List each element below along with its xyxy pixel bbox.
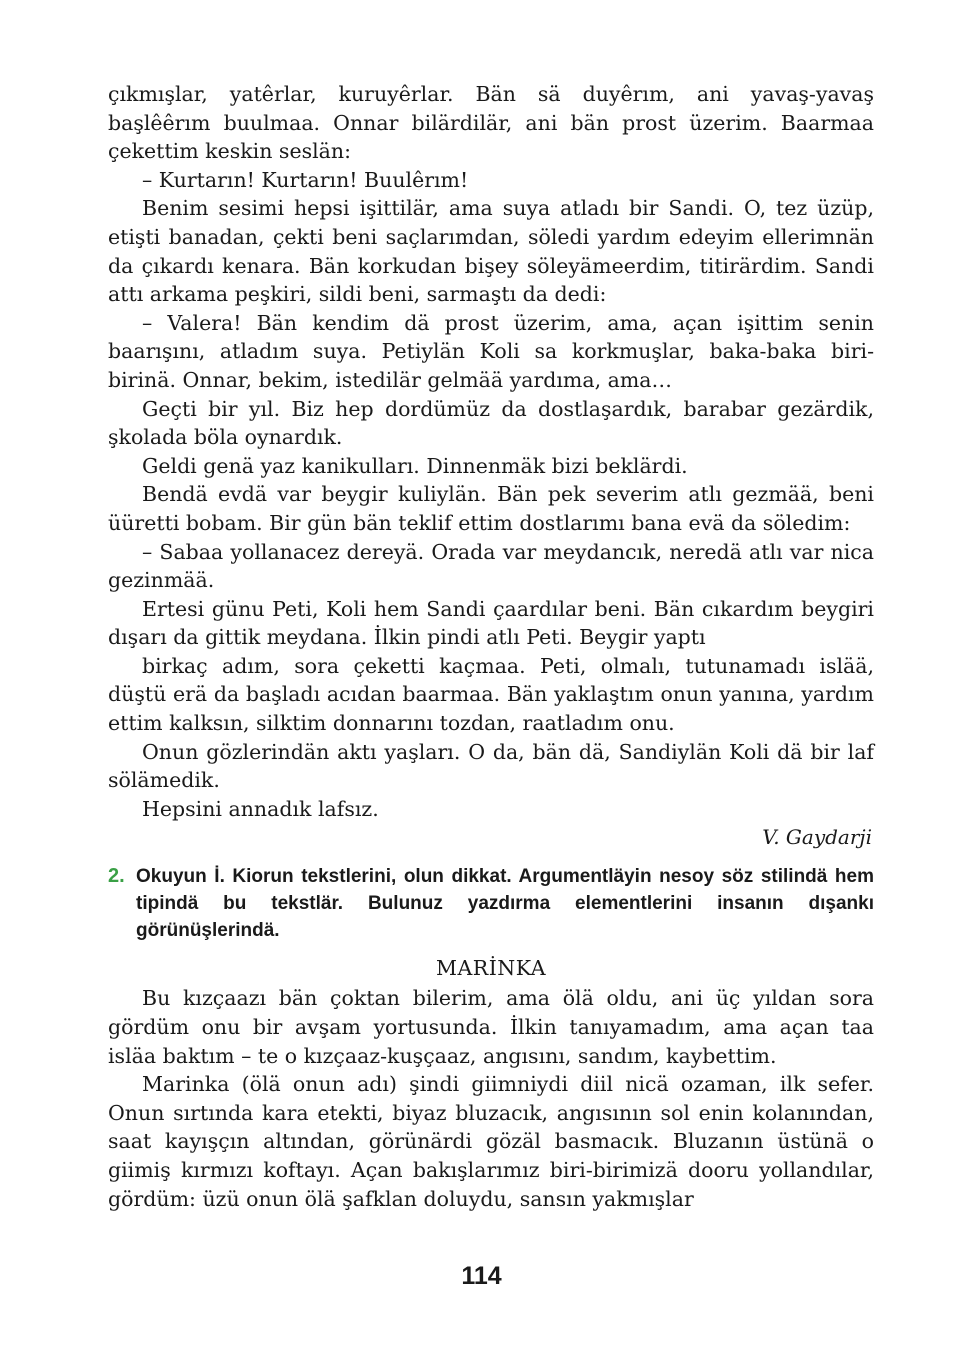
page-content [108, 80, 874, 1213]
story-paragraph: Bendä evdä var beygir kuliylän. Bän pek severim atlı gezmää, beni üüretti bobam. Bir gün bän teklif ettim dostlarımı bana evä da söledim: [108, 482, 874, 535]
author-signature: V. Gaydarji [762, 825, 872, 850]
story-paragraph: Hepsini annadık lafsız. [142, 796, 379, 821]
page-number: 114 [461, 1262, 502, 1290]
task-instruction [108, 863, 874, 944]
story-paragraph: çıkmışlar, yatêrlar, kuruyêrlar. Bän sä duyêrım, ani yavaş-yavaş başlêêrım buulmaa. Onnar bilärdilär, ani bän prost üzerim. Baarmaa çekettim keskin seslän: [108, 82, 874, 164]
story-paragraph: Bu kızçaazı bän çoktan bilerim, ama ölä oldu, ani üç yıldan sora gördüm onu bir avşam yortusunda. İlkin tanıyamadım, ama açan taa isläa baktım – te o kızçaaz-kuşçaaz, angısını, sandım, kaybettim. [108, 986, 874, 1068]
story-paragraph: Marinka (ölä onun adı) şindi giimniydi diil nicä ozaman, ilk sefer. Onun sırtında kara etekti, biyaz bluzacık, angısının sol enin kolanından, saat kayışçın altından, görünärdi gözäl basmacık. Bluzanın üstünä o giimiş kırmızı koftayı. Açan bakışlarımız biri-birimizä dooru yollandılar, gördüm: üzü onun ölä şafklan doluydu, sansın yakmışlar [108, 1072, 874, 1211]
story-paragraph: birkaç adım, sora çeketti kaçmaa. Peti, olmalı, tutunamadı islää, düştü erä da başladı acıdan baarmaa. Bän yaklaştım onun yanına, yardım ettim kalksın, silktim donnarını tozdan, raatladım onu. [108, 653, 874, 736]
story-paragraph: Geldi genä yaz kanikulları. Dinnenmäk bizi beklärdi. [142, 453, 688, 478]
story-dialogue: – Valera! Bän kendim dä prost üzerim, ama, açan işittim senin baarışını, atladım suya. Petiylän Koli sa korkmuşlar, baka-baka biri-birinä. Onnar, bekim, istedilär gelmää yardıma, ama… [108, 310, 874, 392]
story-paragraph: Geçti bir yıl. Biz hep dordümüz da dostlaşardık, barabar gezärdik, şkolada böla oynardık. [108, 396, 874, 450]
story-paragraph: Ertesi günu Peti, Koli hem Sandi çaardılar beni. Bän cıkardım beygiri dışarı da gittik meydana. İlkin pindi atlı Peti. Beygir yaptı [108, 596, 874, 650]
task-text: Okuyun İ. Kiorun tekstlerini, olun dikkat. Argumentläyin nesoy söz stilindä hem tipindä bu tekstlär. Bulunuz yazdırma elementlerini insanın dışankı görünüşlerindä. [136, 866, 874, 942]
story-dialogue: – Sabaa yollanacez dereyä. Orada var meydancık, neredä atlı var nica gezinmää. [108, 539, 874, 593]
story-paragraph: Benim sesimi hepsi işittilär, ama suya atladı bir Sandi. O, tez üzüp, etişti banadan, çekti beni saçlarımdan, söledi yardım edeyim ellerimnän da çıkardı kenara. Bän korkudan bişey söleyämeerdim, titirärdim. Sandi attı arkama peşkiri, sildi beni, sarmaştı da dedi: [108, 196, 874, 307]
task-number: 2. [108, 865, 125, 888]
story-paragraph: Onun gözlerindän aktı yaşları. O da, bän dä, Sandiylän Koli dä bir laf sölämedik. [108, 739, 874, 793]
story-title: MARİNKA [435, 956, 547, 981]
story-dialogue: – Kurtarın! Kurtarın! Buulêrım! [142, 167, 469, 192]
